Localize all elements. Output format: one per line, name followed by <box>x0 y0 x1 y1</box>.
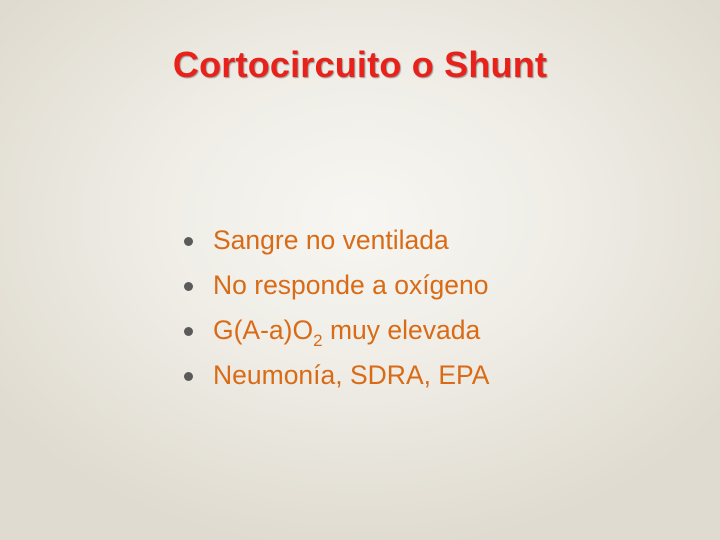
formula-suffix: muy elevada <box>322 315 481 345</box>
bullet-dot-icon <box>184 237 193 246</box>
bullet-dot-icon <box>184 282 193 291</box>
bullet-text: Neumonía, SDRA, EPA <box>213 360 490 390</box>
bullet-text: No responde a oxígeno <box>213 270 489 300</box>
bullet-dot-icon <box>184 372 193 381</box>
bullet-dot-icon <box>184 327 193 336</box>
formula-subscript: 2 <box>313 331 323 350</box>
bullet-text <box>213 310 480 354</box>
formula-prefix: G(A-a)O <box>213 315 314 345</box>
bullet-text: Sangre no ventilada <box>213 225 449 255</box>
slide-title: Cortocircuito o Shunt <box>172 44 548 85</box>
